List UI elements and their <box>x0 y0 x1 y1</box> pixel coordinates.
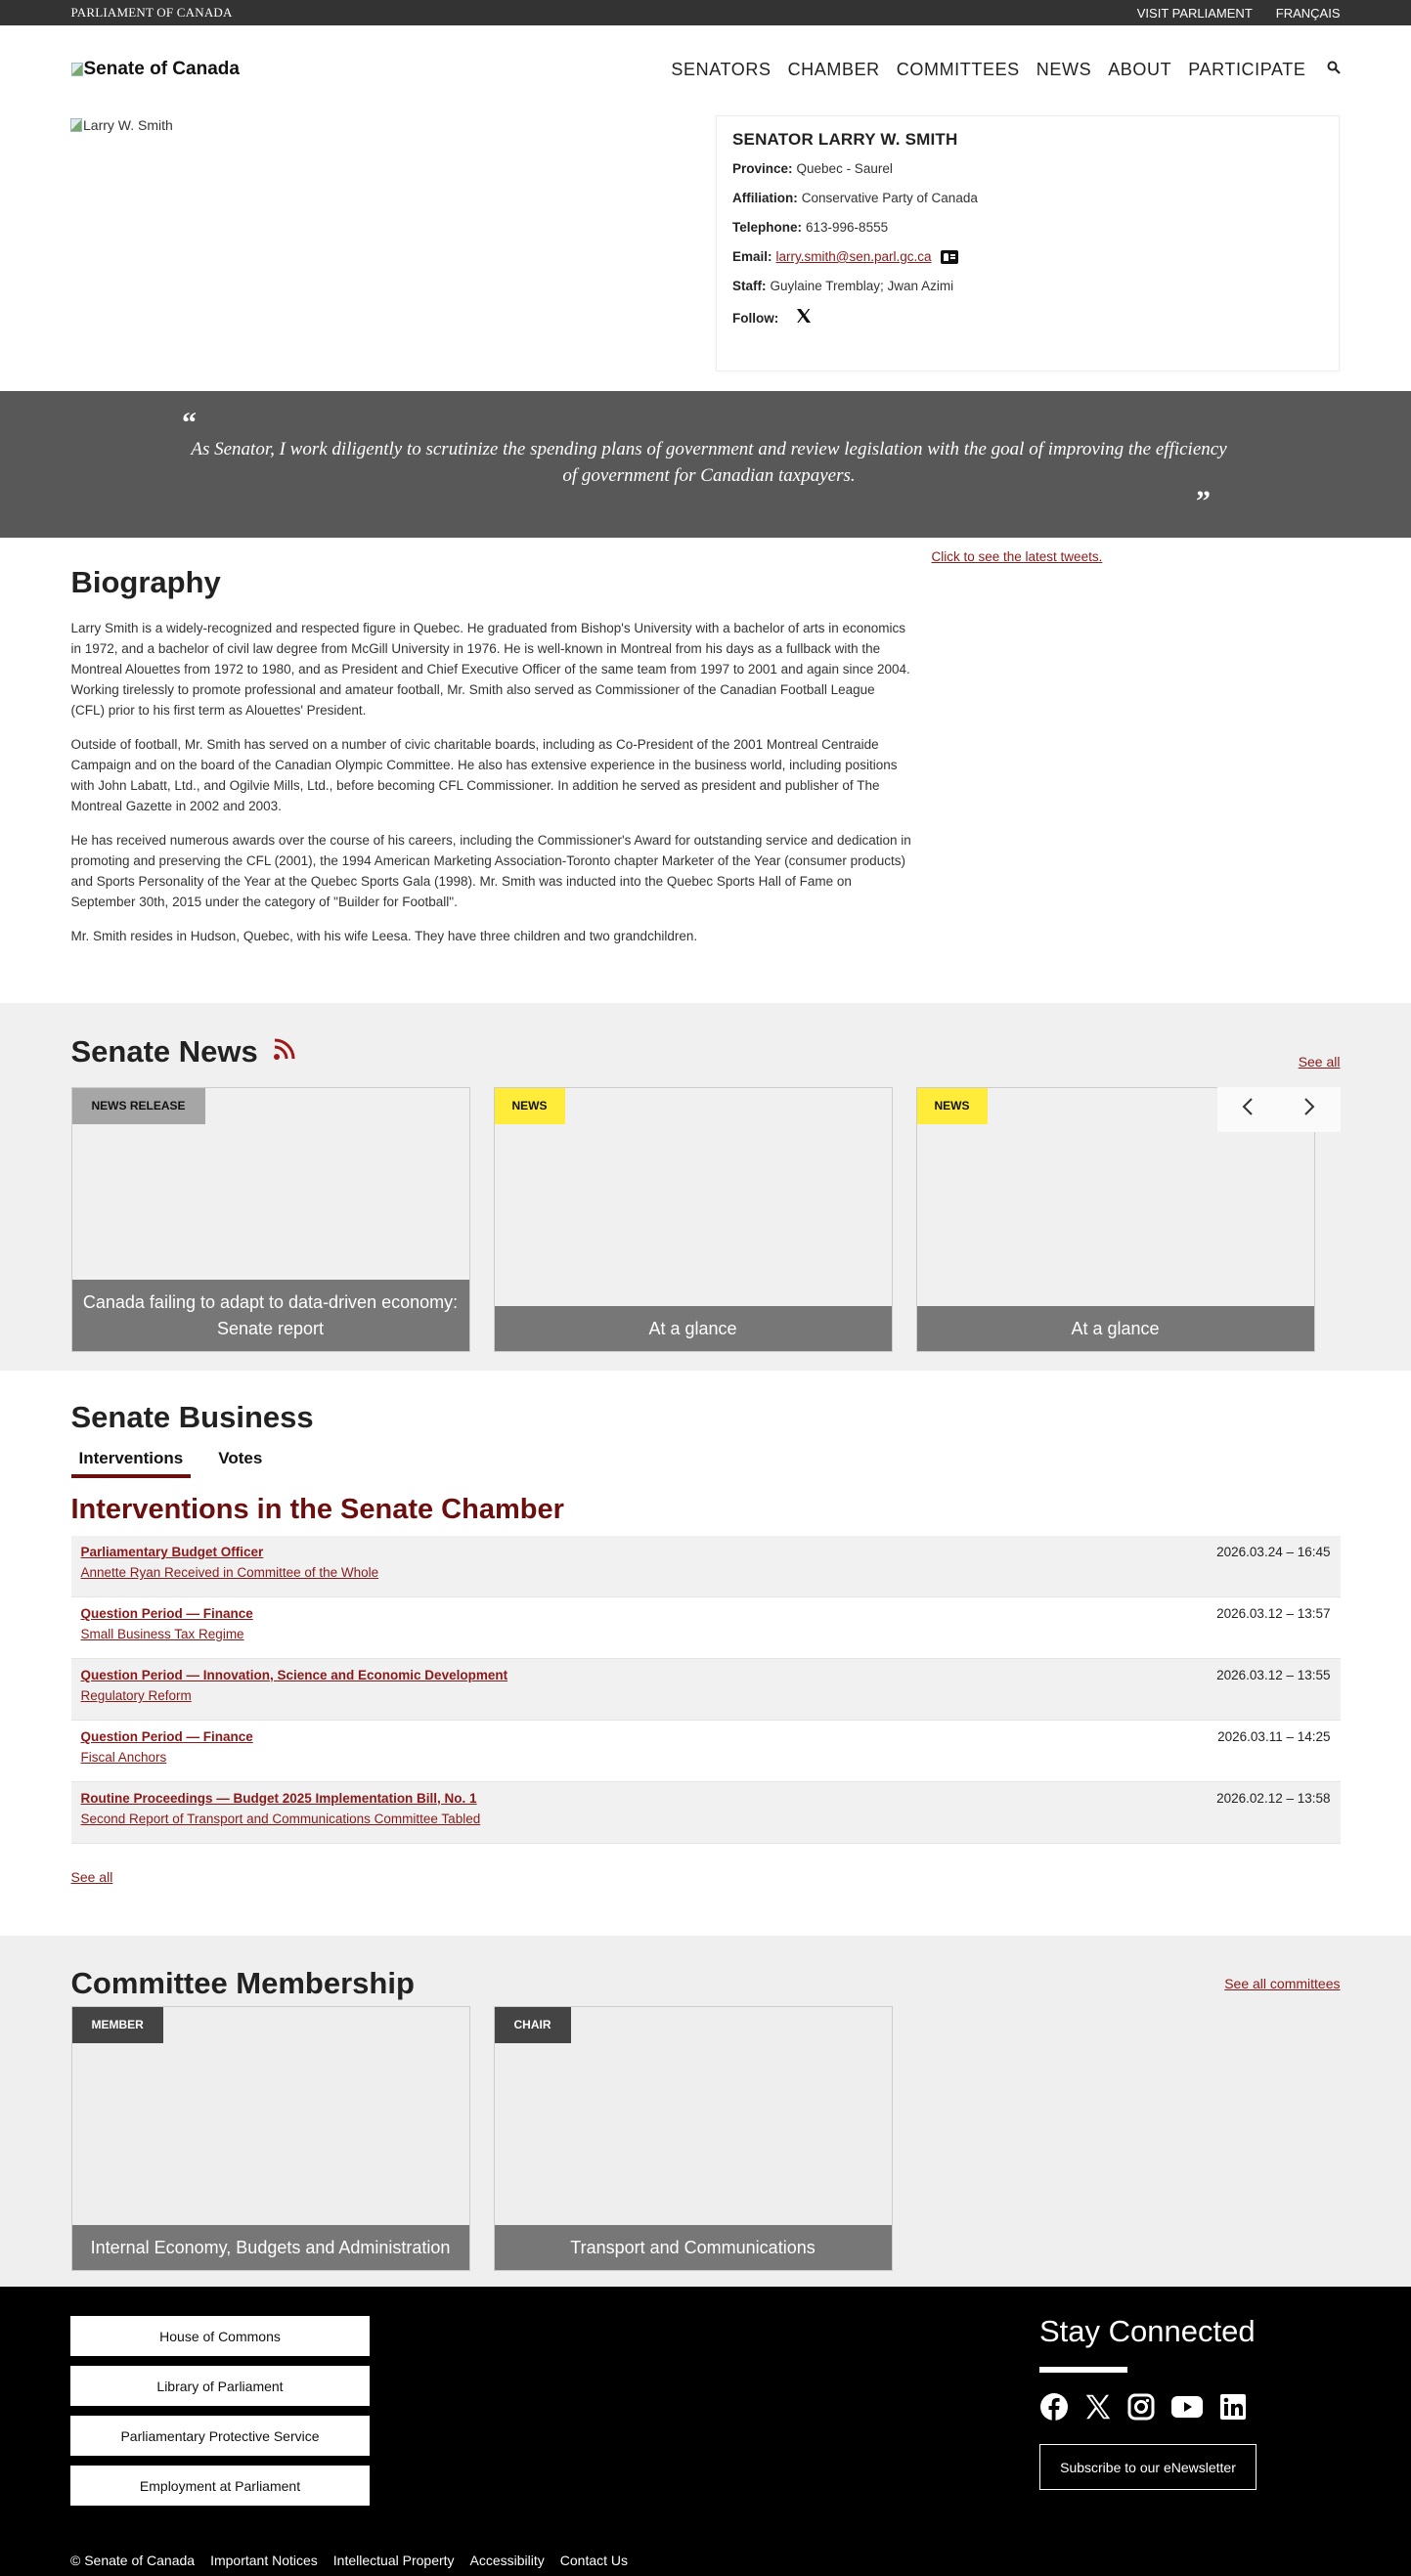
site-footer <box>0 2287 1411 2576</box>
facebook-icon[interactable] <box>1039 2392 1069 2426</box>
news-title <box>71 1034 297 1070</box>
intervention-subject-link[interactable]: Annette Ryan Received in Committee of the Whole <box>80 1565 379 1580</box>
news-carousel <box>71 1087 1341 1352</box>
staff-label: Staff: <box>732 279 767 293</box>
interventions-see-all-link[interactable]: See all <box>70 1869 113 1885</box>
senator-name: SENATOR LARRY W. SMITH <box>732 130 958 149</box>
senator-photo <box>70 117 173 133</box>
senator-profile <box>0 111 1411 391</box>
news-header <box>71 1030 1341 1070</box>
copyright-link[interactable]: © Senate of Canada <box>70 2553 196 2568</box>
committee-name: Internal Economy, Budgets and Administration <box>72 2225 469 2270</box>
open-quote-icon: “ <box>182 407 197 439</box>
search-icon[interactable] <box>1327 61 1341 78</box>
province-label: Province: <box>732 161 793 176</box>
nav-about[interactable]: ABOUT <box>1108 59 1172 79</box>
intervention-title-link[interactable]: Parliamentary Budget Officer <box>80 1545 264 1559</box>
senate-logo[interactable] <box>71 59 240 80</box>
staff-value: Guylaine Tremblay; Jwan Azimi <box>770 279 954 293</box>
carousel-prev-icon[interactable] <box>1242 1097 1254 1122</box>
subscribe-newsletter-button[interactable]: Subscribe to our eNewsletter <box>1039 2444 1257 2490</box>
intervention-date: 2026.03.12 – 13:55 <box>1216 1668 1331 1682</box>
business-tabs <box>71 1449 1341 1478</box>
intervention-title-link[interactable]: Question Period — Finance <box>80 1729 253 1744</box>
nav-senators[interactable]: SENATORS <box>671 59 772 79</box>
interventions-title: Interventions in the Senate Chamber <box>70 1494 564 1525</box>
follow-label: Follow: <box>732 311 779 326</box>
bio-paragraph: He has received numerous awards over the course of his careers, including the Commissioner's Award for outstanding service and dedication in promoting and preserving the CFL (2001), the 1994 American Marketing Association-Toronto chapter Marketer of the Year (consumer products) and Sports Personality of the Year at the Quebec Sports Gala (1998). Mr. Smith was inducted into the Quebec Sports Hall of Fame on September 30th, 2015 under the category of "Builder for Football". <box>70 833 911 909</box>
intervention-title-link[interactable]: Question Period — Finance <box>80 1606 253 1621</box>
visit-parliament-link[interactable]: VISIT PARLIAMENT <box>1136 5 1253 21</box>
senator-quote-banner <box>0 391 1411 538</box>
intervention-row <box>71 1782 1341 1844</box>
committee-card[interactable] <box>71 2006 470 2271</box>
province-row <box>732 161 1323 176</box>
protective-service-button[interactable]: Parliamentary Protective Service <box>70 2416 370 2456</box>
house-of-commons-button[interactable]: House of Commons <box>70 2316 370 2356</box>
intervention-date: 2026.03.12 – 13:57 <box>1216 1606 1331 1621</box>
senate-business-section <box>0 1371 1411 1936</box>
senator-info-card <box>716 115 1340 371</box>
rss-feed-icon[interactable] <box>272 1034 297 1070</box>
news-card[interactable] <box>494 1087 893 1352</box>
photo-alt-text: Larry W. Smith <box>83 117 173 133</box>
follow-row <box>732 308 1323 328</box>
news-card-caption: Canada failing to adapt to data-driven economy: Senate report <box>72 1280 469 1351</box>
contact-us-link[interactable]: Contact Us <box>559 2553 629 2568</box>
stay-connected <box>1039 2314 1257 2490</box>
bio-paragraph: Outside of football, Mr. Smith has served on a number of civic charitable boards, including as Co-President of the 2001 Montreal Centraide Campaign and on the board of the Canadian Olympic Committee. He also has extensive experience in the business world, including positions with John Labatt, Ltd., and Ogilvie Mills, Ltd., before becoming CFL Commissioner. In addition he served as president and publisher of The Montreal Gazette in 2002 and 2003. <box>70 737 898 813</box>
carousel-next-icon[interactable] <box>1303 1097 1315 1122</box>
tab-votes[interactable]: Votes <box>218 1449 263 1467</box>
biography-title: Biography <box>70 565 221 599</box>
interventions-list <box>71 1536 1341 1844</box>
parliament-brand[interactable]: PARLIAMENT OF CANADA <box>70 5 233 20</box>
intervention-title-link[interactable]: Routine Proceedings — Budget 2025 Implementation Bill, No. 1 <box>80 1791 477 1806</box>
news-tag: NEWS <box>917 1088 988 1124</box>
affiliation-value: Conservative Party of Canada <box>801 191 978 205</box>
biography-section <box>0 538 1411 1003</box>
nav-news[interactable]: NEWS <box>1036 59 1092 79</box>
tab-interventions[interactable]: Interventions <box>71 1449 192 1478</box>
senate-news-section <box>0 1003 1411 1371</box>
nav-chamber[interactable]: CHAMBER <box>787 59 880 79</box>
news-card-caption: At a glance <box>917 1306 1314 1351</box>
news-tag: NEWS RELEASE <box>72 1088 205 1124</box>
intervention-subject-link[interactable]: Small Business Tax Regime <box>80 1627 244 1641</box>
news-card-caption: At a glance <box>495 1306 892 1351</box>
intervention-subject-link[interactable]: Fiscal Anchors <box>80 1750 167 1765</box>
library-of-parliament-button[interactable]: Library of Parliament <box>70 2366 370 2406</box>
intervention-row <box>71 1597 1341 1659</box>
language-toggle-link[interactable]: FRANÇAIS <box>1275 5 1341 21</box>
social-links <box>1039 2392 1257 2426</box>
instagram-icon[interactable] <box>1127 2393 1155 2425</box>
committee-role-badge: CHAIR <box>495 2007 571 2043</box>
committee-membership-section <box>0 1936 1411 2287</box>
broken-image-icon <box>70 118 82 132</box>
footer-links <box>70 2553 628 2568</box>
nav-committees[interactable]: COMMITTEES <box>896 59 1020 79</box>
logo-alt-text: Senate of Canada <box>83 59 240 79</box>
intervention-row <box>71 1659 1341 1721</box>
site-header <box>0 25 1411 111</box>
business-title: Senate Business <box>70 1400 314 1434</box>
important-notices-link[interactable]: Important Notices <box>210 2553 318 2568</box>
intervention-subject-link[interactable]: Regulatory Reform <box>80 1688 192 1703</box>
telephone-value: 613-996-8555 <box>806 220 889 235</box>
employment-button[interactable]: Employment at Parliament <box>70 2466 370 2506</box>
quote-text: As Senator, I work diligently to scrutinize the spending plans of government and review legislation with the goal of improving the efficiency of government for Canadian taxpayers. <box>191 439 1227 486</box>
affiliation-label: Affiliation: <box>732 191 798 205</box>
affiliation-row <box>732 191 1323 205</box>
news-card[interactable] <box>71 1087 470 1352</box>
staff-row <box>732 279 1323 293</box>
divider <box>1039 2367 1127 2373</box>
telephone-label: Telephone: <box>732 220 803 235</box>
x-twitter-icon[interactable] <box>796 308 812 328</box>
see-all-committees-link[interactable]: See all committees <box>1224 1976 1341 1991</box>
province-value: Quebec - Saurel <box>796 161 893 176</box>
intervention-row <box>71 1721 1341 1782</box>
close-quote-icon: ” <box>1196 485 1211 517</box>
carousel-controls <box>1217 1087 1341 1132</box>
news-tag: NEWS <box>495 1088 565 1124</box>
vcard-icon[interactable] <box>941 250 958 264</box>
news-title-text: Senate News <box>70 1034 258 1069</box>
broken-image-icon <box>71 63 83 76</box>
bio-paragraph: Mr. Smith resides in Hudson, Quebec, with his wife Leesa. They have three children and two grandchildren. <box>70 929 698 943</box>
intervention-title-link[interactable]: Question Period — Innovation, Science and Economic Development <box>80 1668 508 1682</box>
top-bar <box>0 0 1411 25</box>
intervention-date: 2026.02.12 – 13:58 <box>1216 1791 1331 1806</box>
x-twitter-icon[interactable] <box>1084 2393 1112 2425</box>
stay-connected-title: Stay Connected <box>1039 2314 1256 2348</box>
accessibility-link[interactable]: Accessibility <box>469 2553 545 2568</box>
linkedin-icon[interactable] <box>1219 2393 1247 2425</box>
youtube-icon[interactable] <box>1170 2394 1204 2424</box>
committees-header <box>71 1961 1341 2006</box>
partner-links <box>70 2316 370 2515</box>
top-links <box>1137 6 1341 21</box>
committee-cards <box>71 2006 1341 2271</box>
committees-title: Committee Membership <box>70 1966 415 2000</box>
intervention-subject-link[interactable]: Second Report of Transport and Communications Committee Tabled <box>80 1812 481 1826</box>
email-row <box>732 249 1323 264</box>
intervention-date: 2026.03.11 – 14:25 <box>1217 1729 1331 1744</box>
email-link[interactable]: larry.smith@sen.parl.gc.ca <box>775 249 932 264</box>
email-label: Email: <box>732 249 772 264</box>
latest-tweets-link[interactable]: Click to see the latest tweets. <box>931 549 1103 564</box>
committee-role-badge: MEMBER <box>72 2007 163 2043</box>
committee-card[interactable] <box>494 2006 893 2271</box>
intellectual-property-link[interactable]: Intellectual Property <box>332 2553 455 2568</box>
intervention-date: 2026.03.24 – 16:45 <box>1216 1545 1331 1559</box>
main-nav <box>671 60 1340 80</box>
nav-participate[interactable]: PARTICIPATE <box>1188 59 1306 79</box>
committee-name: Transport and Communications <box>495 2225 892 2270</box>
intervention-row <box>71 1536 1341 1597</box>
telephone-row <box>732 220 1323 235</box>
news-see-all-link[interactable]: See all <box>1298 1054 1341 1070</box>
bio-paragraph: Larry Smith is a widely-recognized and respected figure in Quebec. He graduated from Bishop's University with a bachelor of arts in economics in 1972, and a bachelor of civil law degree from McGill University in 1976. He is well-known in Montreal from his days as a fullback with the Montreal Alouettes from 1972 to 1980, and as President and Chief Executive Officer of the same team from 1997 to 2001 and again since 2004. Working tirelessly to promote professional and amateur football, Mr. Smith also served as Commissioner of the Canadian Football League (CFL) prior to his first term as Alouettes' President. <box>70 621 910 718</box>
